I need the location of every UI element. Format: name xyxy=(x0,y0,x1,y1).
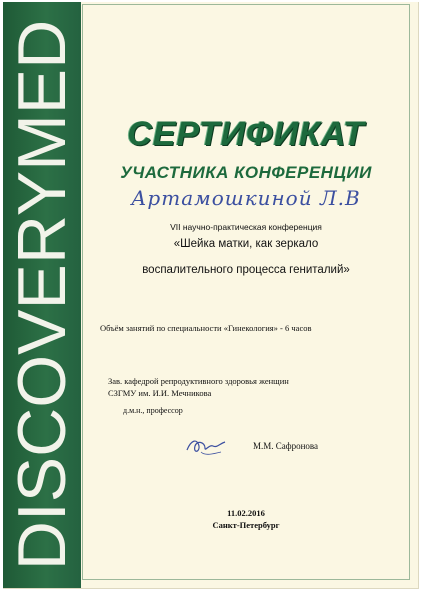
signer-name: М.М. Сафронова xyxy=(253,441,319,451)
certificate-title: СЕРТИФИКАТ xyxy=(127,115,365,153)
course-hours: Объём занятий по специальности «Гинекология» - 6 часов xyxy=(100,323,312,333)
department-line2: СЗГМУ им. И.И. Мечникова xyxy=(108,388,212,398)
decorative-border xyxy=(82,4,410,580)
conference-title-line1: «Шейка матки, как зеркало xyxy=(173,238,319,250)
issue-date: 11.02.2016 xyxy=(227,508,265,518)
brand-logo-text: DISCOVERYMED xyxy=(4,19,80,571)
conference-title-line2: воспалительного процесса гениталий» xyxy=(142,264,350,276)
brand-sidebar xyxy=(3,2,81,588)
department-line1: Зав. кафедрой репродуктивного здоровья женщин xyxy=(108,376,289,386)
department-block xyxy=(108,375,289,399)
certificate-subtitle: УЧАСТНИКА КОНФЕРЕНЦИИ xyxy=(120,163,372,182)
participant-name: Артамошкиной Л.В xyxy=(131,186,361,210)
conference-label: VII научно-практическая конференция xyxy=(170,222,322,232)
issue-city: Санкт-Петербург xyxy=(212,520,280,530)
signature-mark xyxy=(183,432,229,460)
academic-degree: д.м.н., профессор xyxy=(123,406,183,415)
